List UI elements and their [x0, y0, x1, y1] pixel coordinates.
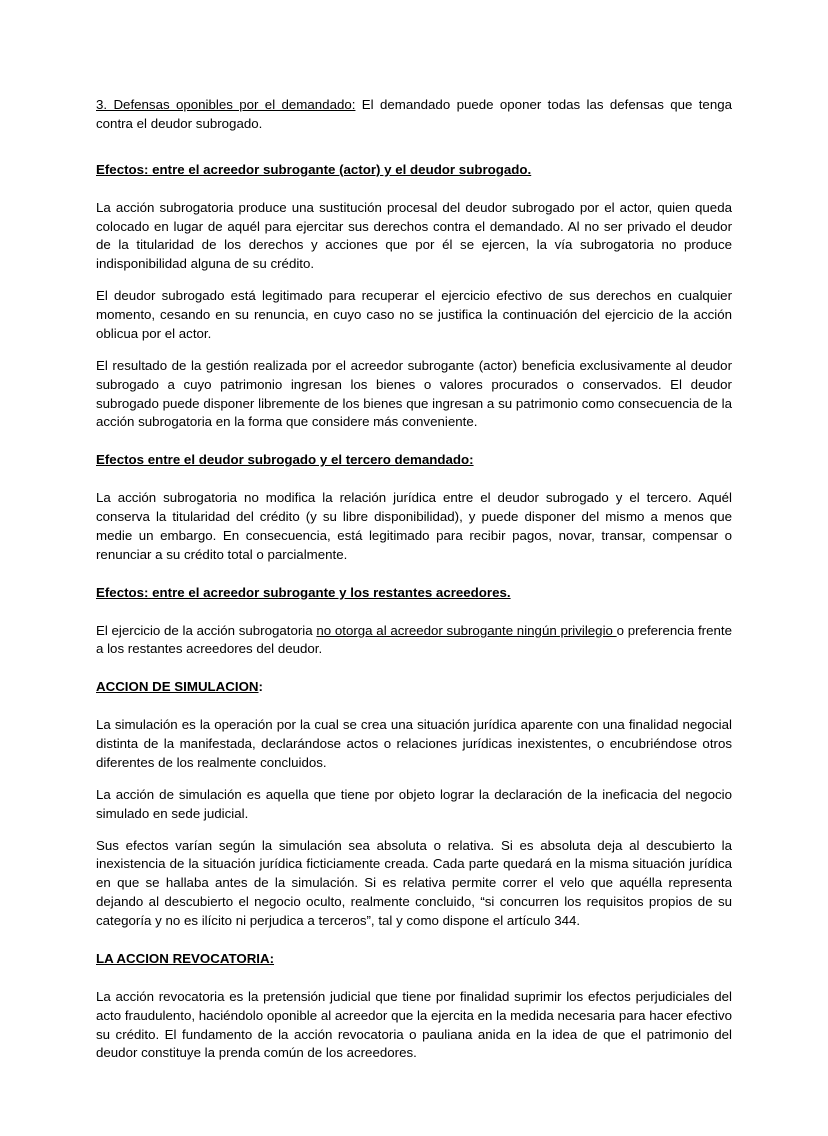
- paragraph-9: La acción revocatoria es la pretensión judicial que tiene por finalidad suprimir los efectos perjudiciales del acto fraudulento, haciéndolo oponible al acreedor que la ejercita en la medida necesaria para hacer efectivo su crédito. El fundamento de la acción revocatoria o pauliana anida en la idea de que el patrimonio del deudor constituye la prenda común de los acreedores.: [96, 988, 732, 1061]
- document-body: [96, 96, 732, 1063]
- heading-text: Efectos entre el deudor subrogado y el tercero demandado:: [96, 452, 474, 468]
- paragraph-text-defensas: El demandado puede oponer todas las defensas que tenga contra el deudor subrogado.: [96, 97, 732, 131]
- paragraph-3: El resultado de la gestión realizada por el acreedor subrogante (actor) beneficia exclusivamente al deudor subrogado a cuyo patrimonio ingresan los bienes o valores procurados o conservados. El deudor subrogado puede disponer libremente de los bienes que ingresan a su patrimonio como consecuencia de la acción subrogatoria en la forma que considere más conveniente.: [96, 357, 732, 430]
- paragraph-5-part-1: El ejercicio de la acción subrogatoria: [96, 622, 317, 638]
- heading-efectos-restantes-acreedores: [96, 584, 732, 603]
- paragraph-5: [96, 622, 732, 660]
- paragraph-5-part-3: o preferencia frente a los restantes acreedores del deudor.: [96, 622, 732, 657]
- spacer: [96, 147, 732, 161]
- paragraph-2: El deudor subrogado está legitimado para recuperar el ejercicio efectivo de sus derechos en cualquier momento, cesando en su renuncia, en cuyo caso no se justifica la continuación del ejercicio de la acción oblicua por el actor.: [96, 288, 732, 341]
- heading-efectos-acreedor-deudor: [96, 161, 732, 180]
- heading-la-accion-revocatoria: [96, 950, 732, 969]
- lead-underlined-defensas: 3. Defensas oponibles por el demandado:: [96, 97, 356, 112]
- paragraph-4: La acción subrogatoria no modifica la relación jurídica entre el deudor subrogado y el tercero. Aquél conserva la titularidad del crédito (y su libre disponibilidad), y puede disponer del mismo a menos que medie un embargo. En consecuencia, está legitimado para recibir pagos, novar, transar, compensar o renunciar a su crédito total o parcialmente.: [96, 490, 732, 562]
- heading-suffix: :: [258, 679, 263, 695]
- heading-text: Efectos: entre el acreedor subrogante (actor) y el deudor subrogado.: [96, 161, 532, 177]
- heading-text: ACCION DE SIMULACION: [96, 679, 259, 695]
- heading-text: LA ACCION REVOCATORIA:: [96, 950, 275, 966]
- paragraph-8: Sus efectos varían según la simulación sea absoluta o relativa. Si es absoluta deja al descubierto la inexistencia de la situación jurídica ficticiamente creada. Cada parte quedará en la misma situación jurídica en que se hallaba antes de la simulación. Si es relativa permite correr el velo que aquélla representa dejando al descubierto el negocio oculto, realmente concluido, “si concurren los requisitos propios de su categoría y no es ilícito ni perjudica a terceros”, tal y como dispone el artículo 344.: [96, 837, 732, 928]
- paragraph-7: La acción de simulación es aquella que tiene por objeto lograr la declaración de la ineficacia del negocio simulado en sede judicial.: [96, 786, 732, 821]
- paragraph-6: La simulación es la operación por la cual se crea una situación jurídica aparente con una finalidad negocial distinta de la manifestada, declarándose actos o relaciones jurídicas inexistentes, o encubriéndose otros diferentes de los realmente concluidos.: [96, 717, 732, 770]
- heading-accion-de-simulacion: [96, 678, 732, 697]
- paragraph-1: La acción subrogatoria produce una sustitución procesal del deudor subrogado por el actor, quien queda colocado en lugar de aquél para ejercitar sus derechos contra el demandado. Al no ser privado el deudor de la titularidad de los derechos y acciones que por él se ejercen, la vía subrogatoria no produce indisponibilidad alguna de su crédito.: [96, 199, 732, 272]
- paragraph-defensas-oponibles: [96, 96, 732, 134]
- paragraph-5-underlined-part: no otorga al acreedor subrogante ningún privilegio: [316, 622, 617, 638]
- heading-text: Efectos: entre el acreedor subrogante y los restantes acreedores.: [96, 584, 511, 600]
- heading-efectos-deudor-tercero: [96, 451, 732, 470]
